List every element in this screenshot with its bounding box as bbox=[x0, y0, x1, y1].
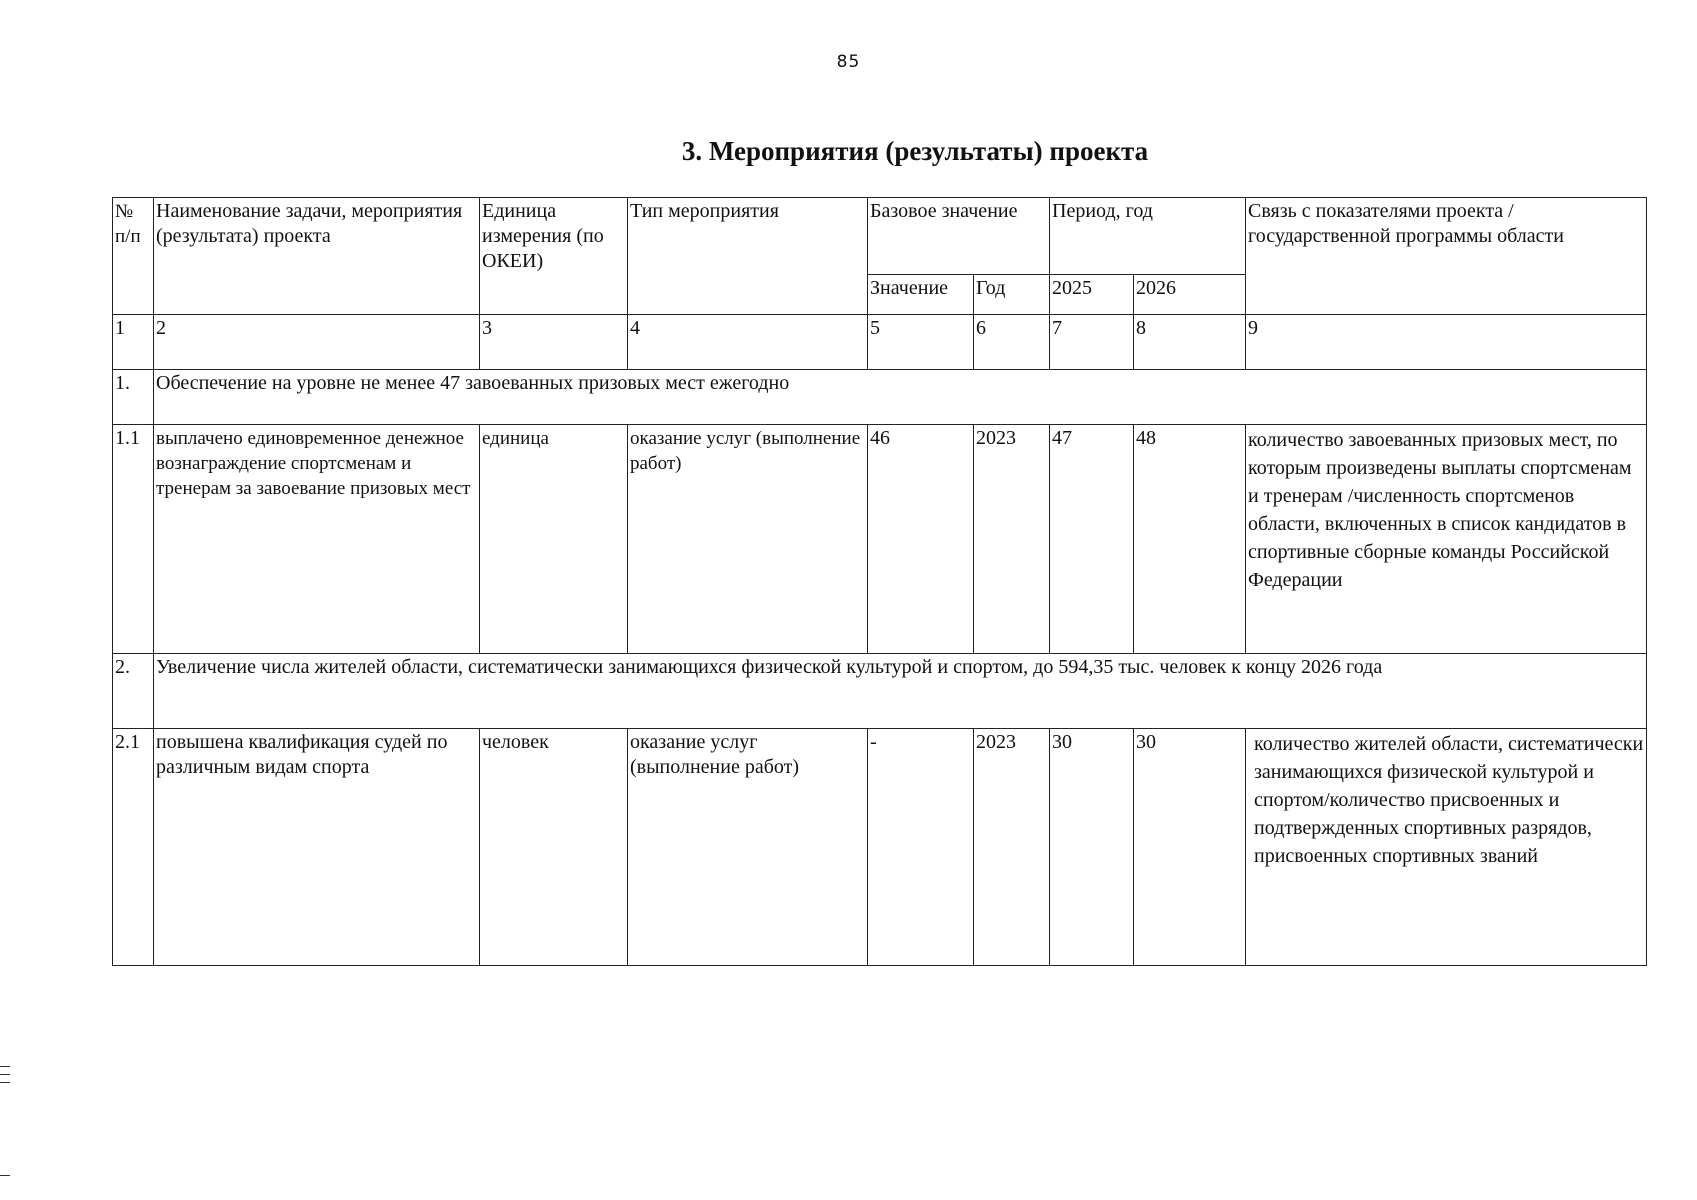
header-period: Период, год bbox=[1050, 198, 1246, 275]
page-number: 85 bbox=[836, 52, 861, 72]
item-type: оказание услуг (выполнение работ) bbox=[628, 425, 868, 654]
item-value-2025: 30 bbox=[1050, 729, 1134, 966]
column-number: 3 bbox=[480, 315, 628, 370]
column-number: 1 bbox=[113, 315, 154, 370]
column-number: 8 bbox=[1134, 315, 1246, 370]
task-row bbox=[113, 654, 1647, 729]
item-type: оказание услуг (выполнение работ) bbox=[628, 729, 868, 966]
margin-mark bbox=[0, 1082, 10, 1083]
item-base-value: 46 bbox=[868, 425, 974, 654]
header-year-2026: 2026 bbox=[1134, 275, 1246, 315]
item-row bbox=[113, 425, 1647, 654]
item-num: 1.1 bbox=[113, 425, 154, 654]
column-number: 2 bbox=[154, 315, 480, 370]
header-link: Связь с показателями проекта / государственной программы области bbox=[1246, 198, 1647, 315]
item-row bbox=[113, 729, 1647, 966]
margin-marks bbox=[0, 1066, 10, 1090]
results-table bbox=[112, 197, 1647, 966]
item-name: выплачено единовременное денежное вознаграждение спортсменам и тренерам за завоевание призовых мест bbox=[154, 425, 480, 654]
item-value-2026: 30 bbox=[1134, 729, 1246, 966]
section-title: 3. Мероприятия (результаты) проекта bbox=[681, 136, 1149, 166]
header-row bbox=[113, 198, 1647, 275]
margin-mark bbox=[0, 1175, 10, 1176]
item-base-value: - bbox=[868, 729, 974, 966]
header-base-value: Значение bbox=[868, 275, 974, 315]
column-number: 6 bbox=[974, 315, 1050, 370]
header-year-2025: 2025 bbox=[1050, 275, 1134, 315]
item-unit: единица bbox=[480, 425, 628, 654]
item-unit: человек bbox=[480, 729, 628, 966]
header-num: № п/п bbox=[113, 198, 154, 315]
item-link: количество завоеванных призовых мест, по которым произведены выплаты спортсменам и тренерам /численность спортсменов области, включенных в список кандидатов в спортивные сборные команды Российской Федерации bbox=[1246, 425, 1647, 654]
column-number: 4 bbox=[628, 315, 868, 370]
margin-mark bbox=[0, 1074, 10, 1075]
task-num: 1. bbox=[113, 370, 154, 425]
task-num: 2. bbox=[113, 654, 154, 729]
task-title: Обеспечение на уровне не менее 47 завоеванных призовых мест ежегодно bbox=[154, 370, 1647, 425]
item-base-year: 2023 bbox=[974, 729, 1050, 966]
header-base: Базовое значение bbox=[868, 198, 1050, 275]
header-base-year: Год bbox=[974, 275, 1050, 315]
task-title: Увеличение числа жителей области, систематически занимающихся физической культурой и спортом, до 594,35 тыс. человек к концу 2026 года bbox=[154, 654, 1647, 729]
column-number: 5 bbox=[868, 315, 974, 370]
item-value-2025: 47 bbox=[1050, 425, 1134, 654]
item-num: 2.1 bbox=[113, 729, 154, 966]
header-type: Тип мероприятия bbox=[628, 198, 868, 315]
column-number-row bbox=[113, 315, 1647, 370]
column-number: 7 bbox=[1050, 315, 1134, 370]
header-unit: Единица измерения (по ОКЕИ) bbox=[480, 198, 628, 315]
item-value-2026: 48 bbox=[1134, 425, 1246, 654]
task-row bbox=[113, 370, 1647, 425]
item-link: количество жителей области, систематически занимающихся физической культурой и спортом/количество присвоенных и подтвержденных спортивных разрядов, присвоенных спортивных званий bbox=[1246, 729, 1647, 966]
item-name: повышена квалификация судей по различным видам спорта bbox=[154, 729, 480, 966]
item-base-year: 2023 bbox=[974, 425, 1050, 654]
header-name: Наименование задачи, мероприятия (результата) проекта bbox=[154, 198, 480, 315]
margin-mark bbox=[0, 1066, 10, 1067]
column-number: 9 bbox=[1246, 315, 1647, 370]
